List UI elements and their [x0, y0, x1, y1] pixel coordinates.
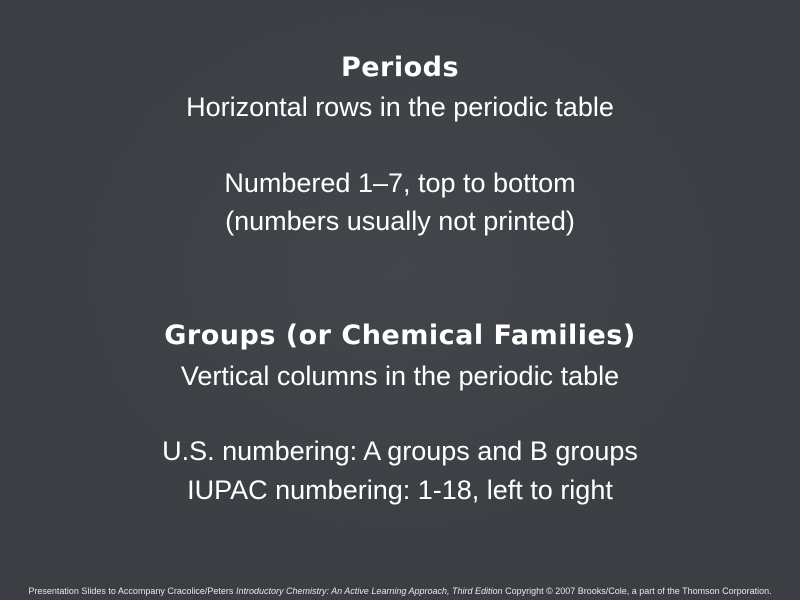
groups-iupac-numbering: IUPAC numbering: 1-18, left to right: [187, 475, 613, 505]
footer-book-title: Introductory Chemistry: An Active Learning Approach, Third Edition: [235, 586, 503, 596]
footer-prefix: Presentation Slides to Accompany Cracolice/Peters: [28, 586, 236, 596]
footer-suffix: Copyright © 2007 Brooks/Cole, a part of the Thomson Corporation.: [502, 586, 772, 596]
periods-heading: Periods: [340, 52, 460, 83]
copyright-footer: [0, 586, 800, 596]
groups-us-numbering: U.S. numbering: A groups and B groups: [162, 436, 638, 466]
groups-definition: Vertical columns in the periodic table: [180, 361, 620, 391]
groups-heading: Groups (or Chemical Families): [164, 320, 636, 351]
periods-note: (numbers usually not printed): [225, 206, 575, 236]
periods-definition: Horizontal rows in the periodic table: [186, 92, 614, 122]
periods-numbering: Numbered 1–7, top to bottom: [224, 168, 576, 198]
